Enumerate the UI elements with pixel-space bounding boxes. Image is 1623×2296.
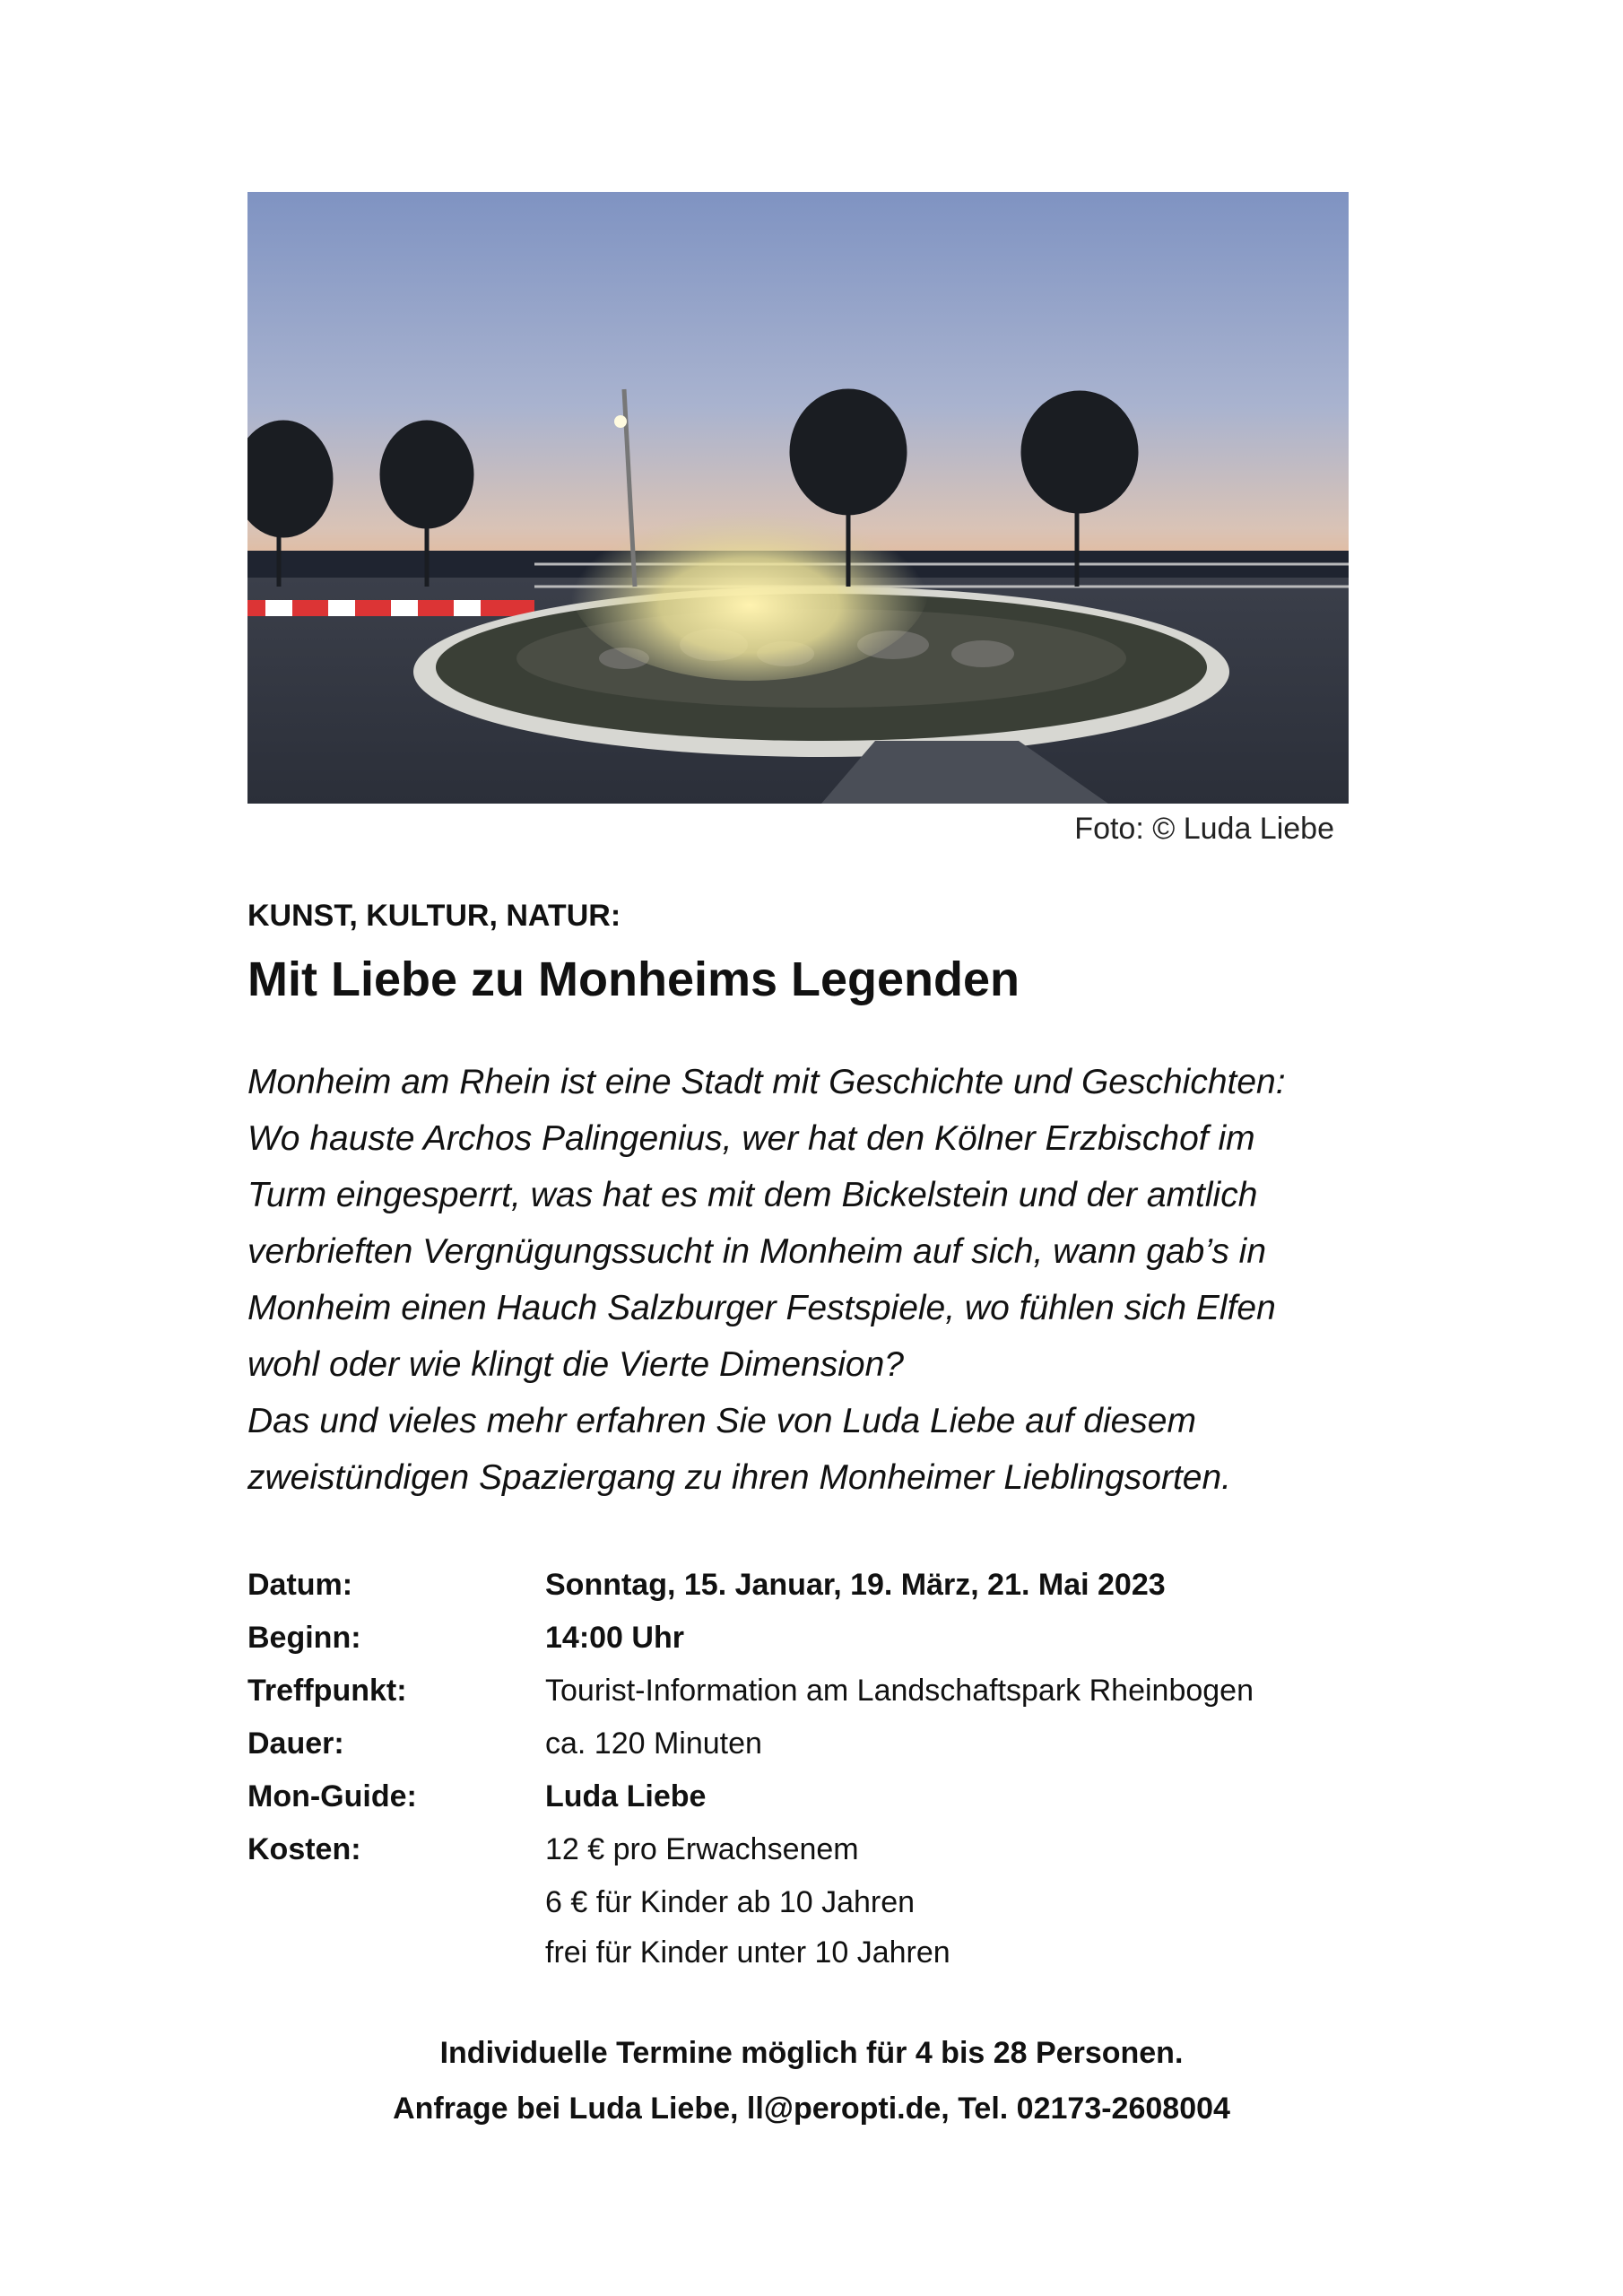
contact-footer xyxy=(247,2036,1376,2147)
detail-row-guide xyxy=(247,1779,1254,1832)
detail-value: 12 € pro Erwachsenem xyxy=(545,1832,859,1866)
intro-line: Monheim einen Hauch Salzburger Festspiele, wo fühlen sich Elfen xyxy=(247,1289,1276,1327)
category-kicker: KUNST, KULTUR, NATUR: xyxy=(247,899,621,933)
detail-row-treffpunkt xyxy=(247,1674,1254,1726)
intro-line: Das und vieles mehr erfahren Sie von Luda Liebe auf diesem xyxy=(247,1402,1196,1440)
intro-line: zweistündigen Spaziergang zu ihren Monheimer Lieblingsorten. xyxy=(247,1458,1231,1497)
detail-value: frei für Kinder unter 10 Jahren xyxy=(545,1935,950,1970)
page-title: Mit Liebe zu Monheims Legenden xyxy=(247,952,1020,1006)
footer-line: Anfrage bei Luda Liebe, ll@peropti.de, Tel. 02173-2608004 xyxy=(393,2092,1230,2126)
intro-line: verbrieften Vergnügungssucht in Monheim auf sich, wann gab’s in xyxy=(247,1232,1267,1271)
intro-line: Monheim am Rhein ist eine Stadt mit Geschichte und Geschichten: xyxy=(247,1063,1286,1101)
detail-label: Dauer: xyxy=(247,1726,344,1761)
event-details xyxy=(247,1568,1254,1986)
intro-line: Wo hauste Archos Palingenius, wer hat den Kölner Erzbischof im xyxy=(247,1119,1255,1158)
detail-value: 6 € für Kinder ab 10 Jahren xyxy=(545,1885,916,1919)
detail-label: Beginn: xyxy=(247,1621,361,1655)
intro-line: wohl oder wie klingt die Vierte Dimension? xyxy=(247,1345,904,1384)
detail-value: ca. 120 Minuten xyxy=(545,1726,762,1761)
detail-row-kosten xyxy=(247,1832,1254,1885)
detail-value: Sonntag, 15. Januar, 19. März, 21. Mai 2023 xyxy=(545,1568,1166,1602)
footer-line: Individuelle Termine möglich für 4 bis 28 Personen. xyxy=(439,2036,1184,2070)
detail-label: Kosten: xyxy=(247,1832,361,1866)
detail-value: Luda Liebe xyxy=(545,1779,707,1813)
detail-value: Tourist-Information am Landschaftspark Rheinbogen xyxy=(545,1674,1254,1708)
detail-label: Mon-Guide: xyxy=(247,1779,417,1813)
detail-value: 14:00 Uhr xyxy=(545,1621,684,1655)
intro-line: Turm eingesperrt, was hat es mit dem Bickelstein und der amtlich xyxy=(247,1176,1258,1214)
detail-label: Datum: xyxy=(247,1568,353,1602)
intro-text xyxy=(247,1054,1413,1506)
hero-photo xyxy=(247,192,1349,804)
detail-label: Treffpunkt: xyxy=(247,1674,407,1708)
detail-row-beginn xyxy=(247,1621,1254,1674)
detail-row-dauer xyxy=(247,1726,1254,1779)
detail-row-datum xyxy=(247,1568,1254,1621)
photo-credit: Foto: © Luda Liebe xyxy=(1074,812,1334,846)
